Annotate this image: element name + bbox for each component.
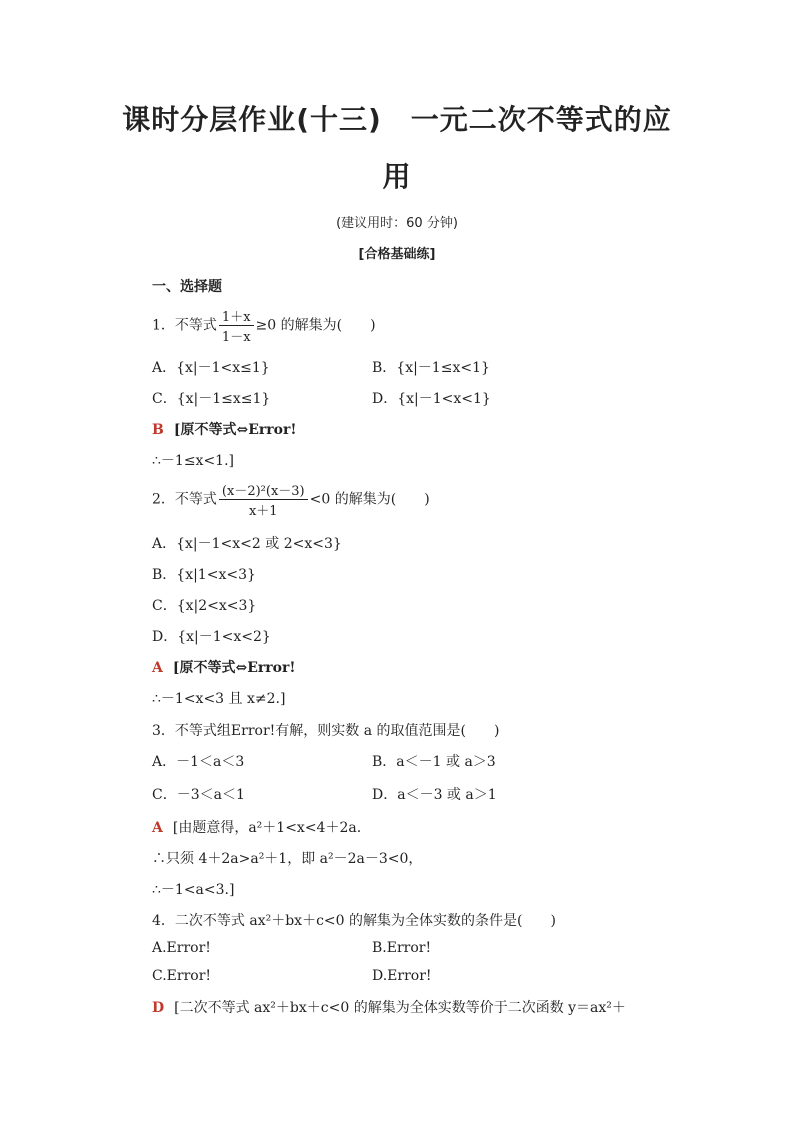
question-2-fraction (219, 480, 308, 519)
fraction-numerator: (x－2)²(x－3) (219, 480, 308, 500)
question-1-option-a: A．{x|－1<x≤1} (152, 360, 270, 376)
question-1-prefix: 1．不等式 (152, 317, 217, 334)
question-2-option-b: B．{x|1<x<3} (152, 567, 256, 583)
question-1-option-d: D．{x|－1<x<1} (372, 391, 491, 407)
question-2-stem (152, 480, 430, 519)
question-2-answer: A (152, 660, 163, 676)
question-3-option-b: B．a＜－1 或 a＞3 (372, 754, 496, 770)
page-title-continued: 用 (382, 160, 412, 193)
question-3-option-d: D．a＜－3 或 a＞1 (372, 787, 497, 803)
question-4-option-a: A.Error! (152, 940, 211, 956)
fraction-denominator: x＋1 (248, 504, 278, 519)
fraction-denominator: 1－x (221, 330, 251, 345)
question-2-option-d: D．{x|－1<x<2} (152, 629, 271, 645)
question-2-option-c: C．{x|2<x<3} (152, 598, 257, 614)
question-1-option-c: C．{x|－1≤x≤1} (152, 391, 271, 407)
question-3-option-c: C．－3＜a＜1 (152, 787, 245, 803)
question-2-conclusion: ∴－1<x<3 且 x≠2.] (152, 691, 286, 707)
question-4-answer-line (152, 997, 626, 1017)
question-2-suffix: <0 的解集为( ) (309, 491, 430, 508)
question-1-suffix: ≥0 的解集为( ) (255, 317, 376, 334)
question-2-option-a: A．{x|－1<x<2 或 2<x<3} (152, 536, 342, 552)
question-1-answer: B (152, 422, 164, 438)
question-4-stem: 4．二次不等式 ax²＋bx＋c<0 的解集为全体实数的条件是( ) (152, 913, 556, 929)
question-4-answer: D (152, 1000, 165, 1016)
question-1-stem (152, 306, 376, 345)
question-1-conclusion: ∴－1≤x<1.] (152, 453, 234, 469)
question-2-explanation: [原不等式⇔Error! (172, 660, 296, 676)
section-header: [合格基础练] (358, 247, 436, 262)
question-3-conclusion: ∴－1<a<3.] (152, 882, 235, 898)
question-4-option-d: D.Error! (372, 968, 432, 984)
question-2-prefix: 2．不等式 (152, 491, 217, 508)
question-4-explanation: [二次不等式 ax²＋bx＋c<0 的解集为全体实数等价于二次函数 y＝ax²＋ (174, 1000, 626, 1016)
question-2-answer-line (152, 657, 296, 677)
part-heading: 一、选择题 (152, 279, 222, 295)
fraction-numerator: 1＋x (219, 306, 254, 326)
question-3-stem: 3．不等式组Error!有解，则实数 a 的取值范围是( ) (152, 723, 500, 739)
time-note: (建议用时：60 分钟) (336, 216, 458, 231)
question-4-option-c: C.Error! (152, 968, 212, 984)
question-3-answer-line (152, 817, 361, 837)
question-1-explanation: [原不等式⇔Error! (173, 422, 297, 438)
question-3-explanation: [由题意得，a²＋1<x<4＋2a. (172, 820, 362, 836)
question-1-fraction (219, 306, 254, 345)
question-1-option-b: B．{x|－1≤x<1} (372, 360, 490, 376)
question-4-option-b: B.Error! (372, 940, 432, 956)
question-1-answer-line (152, 419, 296, 439)
question-3-step: ∴只须 4＋2a>a²＋1，即 a²－2a－3<0， (152, 851, 423, 867)
page-title: 课时分层作业(十三) 一元二次不等式的应 (122, 103, 672, 136)
question-3-answer: A (152, 820, 163, 836)
question-3-option-a: A．－1＜a＜3 (152, 754, 245, 770)
